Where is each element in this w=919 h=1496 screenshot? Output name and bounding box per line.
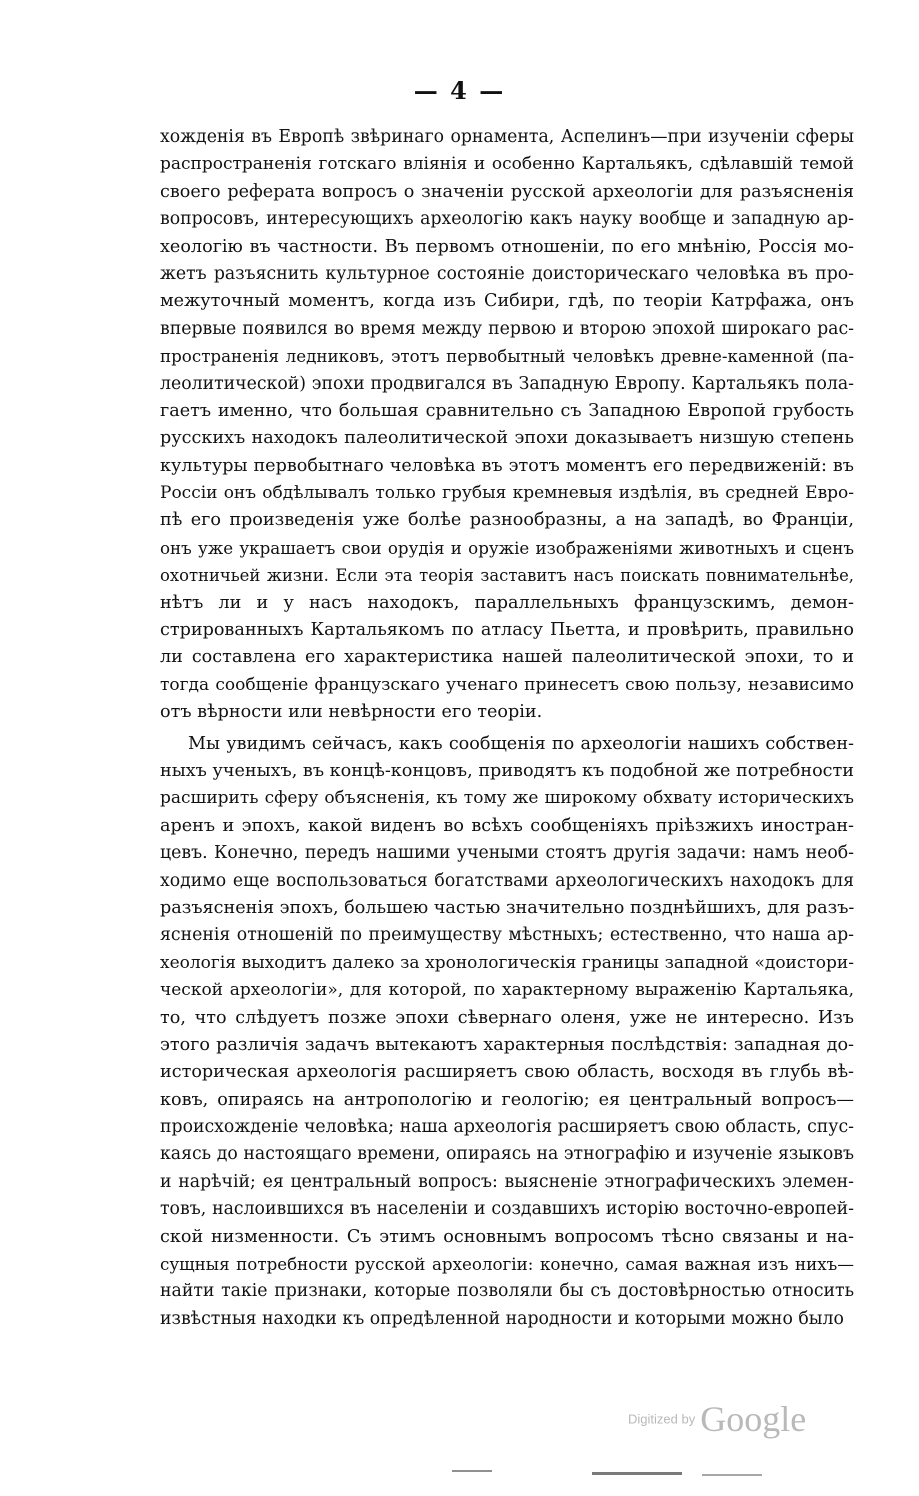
text-line: разъясненія эпохъ, большею частью значительно позднѣйшихъ, для разъ- [160, 897, 855, 918]
text-line: межуточный моментъ, когда изъ Сибири, гдѣ, по теоріи Катрфажа, онъ [160, 291, 854, 312]
text-line: хеологію въ частности. Въ первомъ отношеніи, по его мнѣнію, Россія мо- [160, 236, 854, 257]
text-line: ныхъ ученыхъ, въ концѣ-концовъ, приводятъ къ подобной же потребности [160, 760, 854, 781]
text-line: происхожденіе человѣка; наша археологія расширяетъ свою область, спус- [160, 1117, 854, 1138]
text-line: русскихъ находокъ палеолитической эпохи доказываетъ низшую степень [160, 428, 854, 449]
text-line: жетъ разъяснить культурное состояніе доисторическаго человѣка въ про- [160, 263, 854, 284]
paragraph-1 [160, 124, 854, 727]
text-line: ясненія отношеній по преимуществу мѣстныхъ; естественно, что наша ар- [160, 925, 854, 946]
google-logo: Google [700, 1399, 807, 1439]
text-line: хожденія въ Европѣ звѣринаго орнамента, Аспелинъ—при изученіи сферы [160, 127, 854, 147]
scan-speck [702, 1474, 762, 1476]
text-line: ческой археологіи», для которой, по характерному выраженію Картальяка, [160, 980, 854, 1001]
text-line: тогда сообщеніе французскаго ученаго принесетъ свою пользу, независимо [160, 674, 854, 695]
text-line: стрированныхъ Картальякомъ по атласу Пьетта, и провѣрить, правильно [160, 620, 854, 641]
scan-speck [452, 1470, 492, 1472]
text-line: нѣтъ ли и у насъ находокъ, параллельныхъ французскимъ, демон- [160, 592, 854, 613]
text-line: гаетъ именно, что большая сравнительно съ Западною Европой грубость [160, 400, 854, 421]
text-line: каясь до настоящаго времени, опираясь на этнографію и изученіе языковъ [160, 1144, 854, 1165]
text-line: распространенія готскаго вліянія и особенно Картальякъ, сдѣлавшій темой [160, 154, 854, 175]
text-line: охотничьей жизни. Если эта теорія заставитъ насъ поискать повнимательнѣе, [160, 566, 854, 586]
text-line: товъ, наслоившихся въ населеніи и создавшихъ исторію восточно-европей- [160, 1199, 854, 1220]
text-line: цевъ. Конечно, передъ нашими учеными стоятъ другія задачи: намъ необ- [160, 843, 854, 864]
text-line: то, что слѣдуетъ позже эпохи сѣвернаго оленя, уже не интересно. Изъ [160, 1007, 854, 1028]
text-line: вопросовъ, интересующихъ археологію какъ науку вообще и западную ар- [160, 209, 854, 230]
text-line: Мы увидимъ сейчасъ, какъ сообщенія по археологіи нашихъ собствен- [188, 733, 854, 754]
scan-speck [592, 1472, 682, 1475]
watermark-prefix: Digitized by [628, 1411, 696, 1427]
text-line: сущныя потребности русской археологіи: конечно, самая важная изъ нихъ— [160, 1254, 854, 1275]
text-line: извѣстныя находки къ опредѣленной народности и которыми можно было [160, 1308, 844, 1329]
text-line: расширить сферу объясненія, къ тому же широкому обхвату историческихъ [160, 788, 854, 809]
text-line: ходимо еще воспользоваться богатствами археологическихъ находокъ для [160, 870, 854, 891]
text-line: культуры первобытнаго человѣка въ этотъ моментъ его передвиженій: въ [160, 455, 854, 476]
text-line: этого различія задачъ вытекаютъ характерныя послѣдствія: западная до- [160, 1034, 854, 1055]
text-line: ли составлена его характеристика нашей палеолитической эпохи, то и [160, 647, 854, 668]
text-line: ковъ, опираясь на антропологію и геологію; ея центральный вопросъ— [160, 1089, 854, 1110]
text-line: историческая археологія расширяетъ свою область, восходя въ глубь вѣ- [160, 1062, 854, 1083]
text-line: и нарѣчій; ея центральный вопросъ: выясненіе этнографическихъ элемен- [160, 1171, 854, 1192]
text-line: пѣ его произведенія уже болѣе разнообразны, а на западѣ, во Франціи, [160, 510, 854, 531]
text-line: пространенія ледниковъ, этотъ первобытный человѣкъ древне-каменной (па- [160, 346, 854, 367]
text-line: леолитической) эпохи продвигался въ Западную Европу. Картальякъ пола- [160, 373, 854, 394]
text-line: Россіи онъ обдѣлывалъ только грубыя кремневыя издѣлія, въ средней Евро- [160, 483, 854, 504]
text-line: впервые появился во время между первою и второю эпохой широкаго рас- [160, 318, 854, 339]
text-line: хеологія выходитъ далеко за хронологическія границы западной «доистори- [160, 952, 854, 973]
text-line: аренъ и эпохъ, какой виденъ во всѣхъ сообщеніяхъ пріѣзжихъ иностран- [160, 815, 854, 836]
text-line: своего реферата вопросъ о значеніи русской археологіи для разъясненія [160, 181, 854, 202]
paragraph-2 [160, 731, 854, 1334]
text-line: отъ вѣрности или невѣрности его теоріи. [160, 702, 543, 723]
text-line: найти такіе признаки, которые позволяли бы съ достовѣрностью относить [160, 1281, 854, 1302]
text-line: ской низменности. Съ этимъ основнымъ вопросомъ тѣсно связаны и на- [160, 1226, 854, 1247]
digitized-by-watermark [628, 1398, 828, 1438]
body-text [160, 124, 854, 1333]
page-number: — 4 — [413, 76, 506, 105]
text-line: онъ уже украшаетъ свои орудія и оружіе изображеніями животныхъ и сценъ [160, 537, 854, 558]
